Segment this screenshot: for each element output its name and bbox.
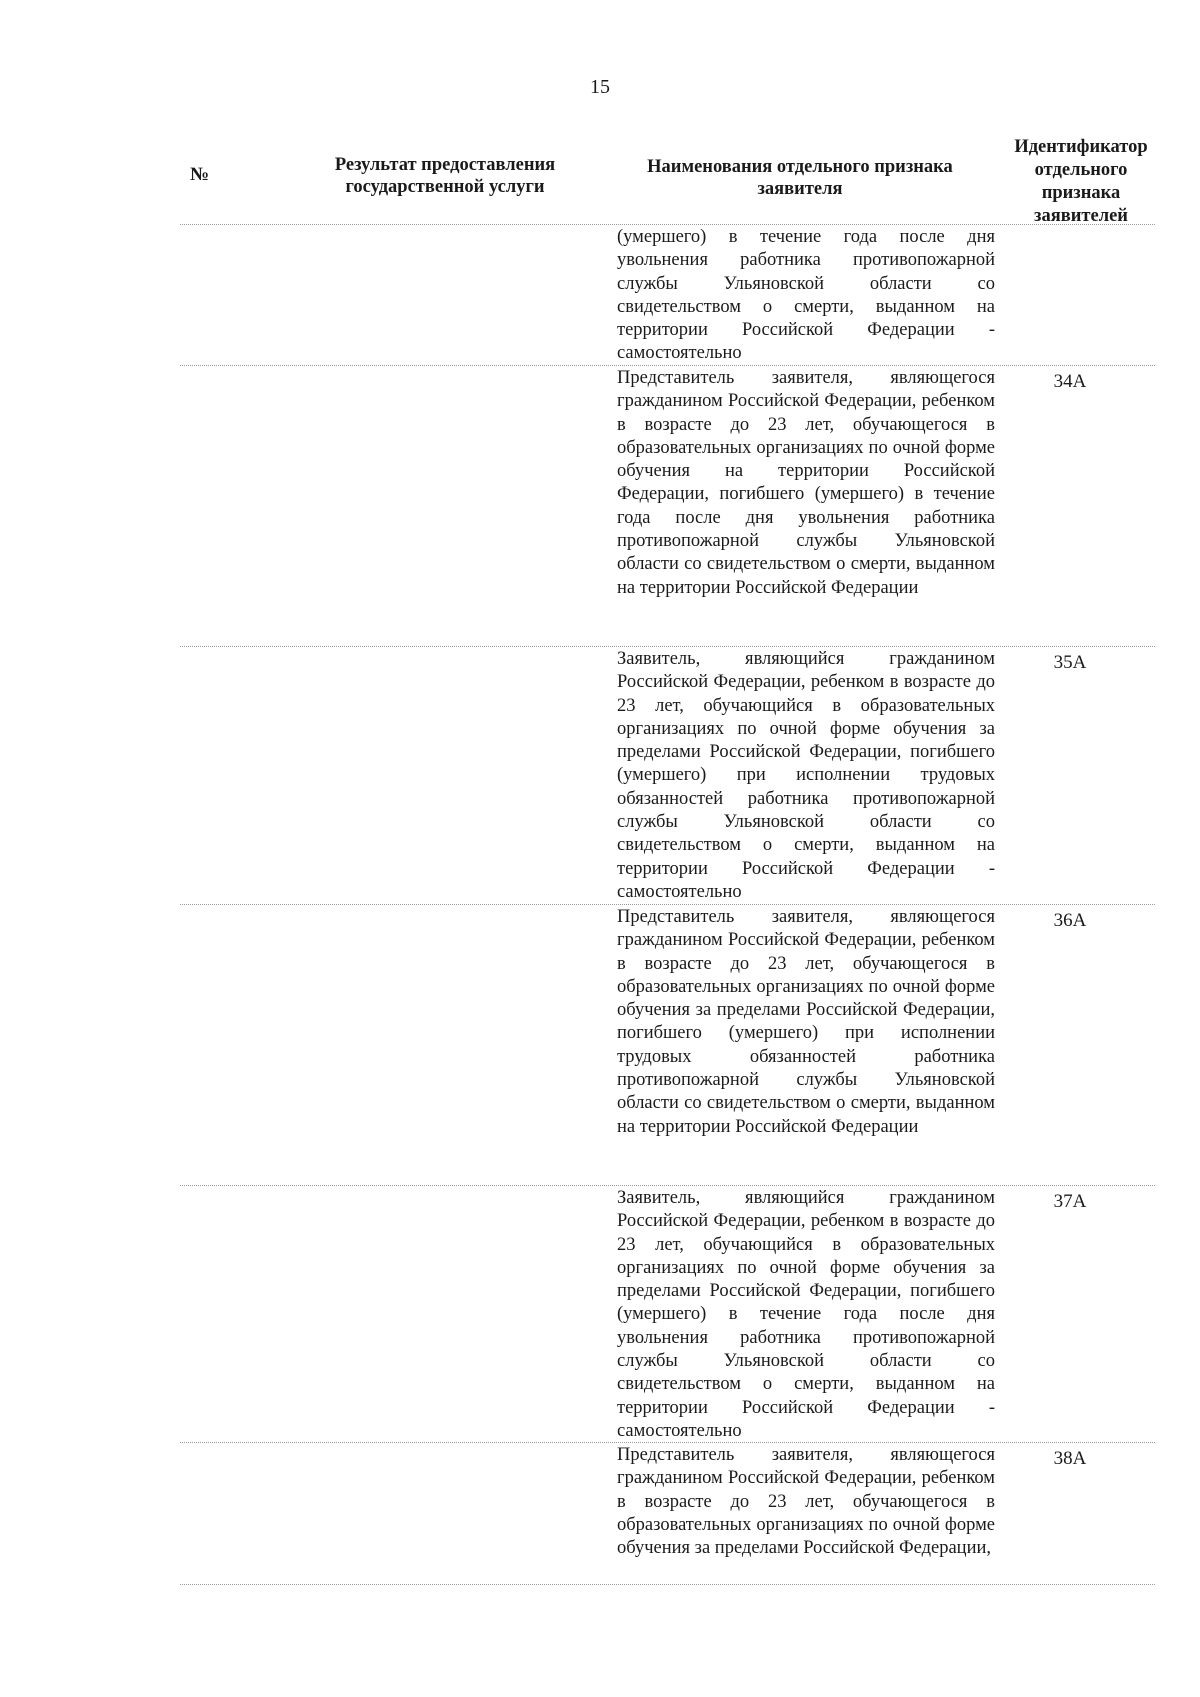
row-identifier: 38А [1053,1448,1087,1469]
header-result: Результат предоставления государственной услуги [334,155,556,197]
row-text: Представитель заявителя, являющегося гражданином Российской Федерации, ребенком в возрасте до 23 лет, обучающегося в образовательных организациях по очной форме обучения за пределами Российской Федерации, погибшего (умершего) при исполнении трудовых обязанностей работника противопожарной службы Ульяновской области со свидетельством о смерти, выданном на территории Российской Федерации [617,907,995,1137]
row-text: Заявитель, являющийся гражданином Российской Федерации, ребенком в возрасте до 23 лет, обучающийся в образовательных организациях по очной форме обучения за пределами Российской Федерации, погибшего (умершего) при исполнении трудовых обязанностей работника противопожарной службы Ульяновской области со свидетельством о смерти, выданном на территории Российской Федерации - самостоятельно [617,649,995,902]
table-row [180,365,1155,647]
page-number: 15 [590,76,610,98]
table-row [180,646,1155,905]
header-identifier: Идентификатор отдельного признака заявителей [1014,137,1148,226]
row-text: Представитель заявителя, являющегося гражданином Российской Федерации, ребенком в возрасте до 23 лет, обучающегося в образовательных организациях по очной форме обучения за пределами Российской Федерации, [617,1445,995,1559]
row-identifier: 37А [1053,1191,1087,1212]
row-identifier: 35А [1053,652,1087,673]
header-number: № [190,164,210,185]
table-row [180,224,1155,366]
table-row [180,1442,1155,1585]
table-header [180,128,1155,225]
table-row [180,1185,1155,1443]
row-identifier: 34А [1053,371,1087,392]
header-name: Наименования отдельного признака заявителя [647,157,953,199]
row-identifier: 36А [1053,910,1087,931]
row-text: (умершего) в течение года после дня увольнения работника противопожарной службы Ульяновской области со свидетельством о смерти, выданном на территории Российской Федерации - самостоятельно [617,227,995,364]
row-text: Заявитель, являющийся гражданином Российской Федерации, ребенком в возрасте до 23 лет, обучающийся в образовательных организациях по очной форме обучения за пределами Российской Федерации, погибшего (умершего) в течение года после дня увольнения работника противопожарной службы Ульяновской области со свидетельством о смерти, выданном на территории Российской Федерации - самостоятельно [617,1188,995,1441]
row-text: Представитель заявителя, являющегося гражданином Российской Федерации, ребенком в возрасте до 23 лет, обучающегося в образовательных организациях по очной форме обучения на территории Российской Федерации, погибшего (умершего) в течение года после дня увольнения работника противопожарной службы Ульяновской области со свидетельством о смерти, выданном на территории Российской Федерации [617,368,995,598]
table-row [180,904,1155,1186]
